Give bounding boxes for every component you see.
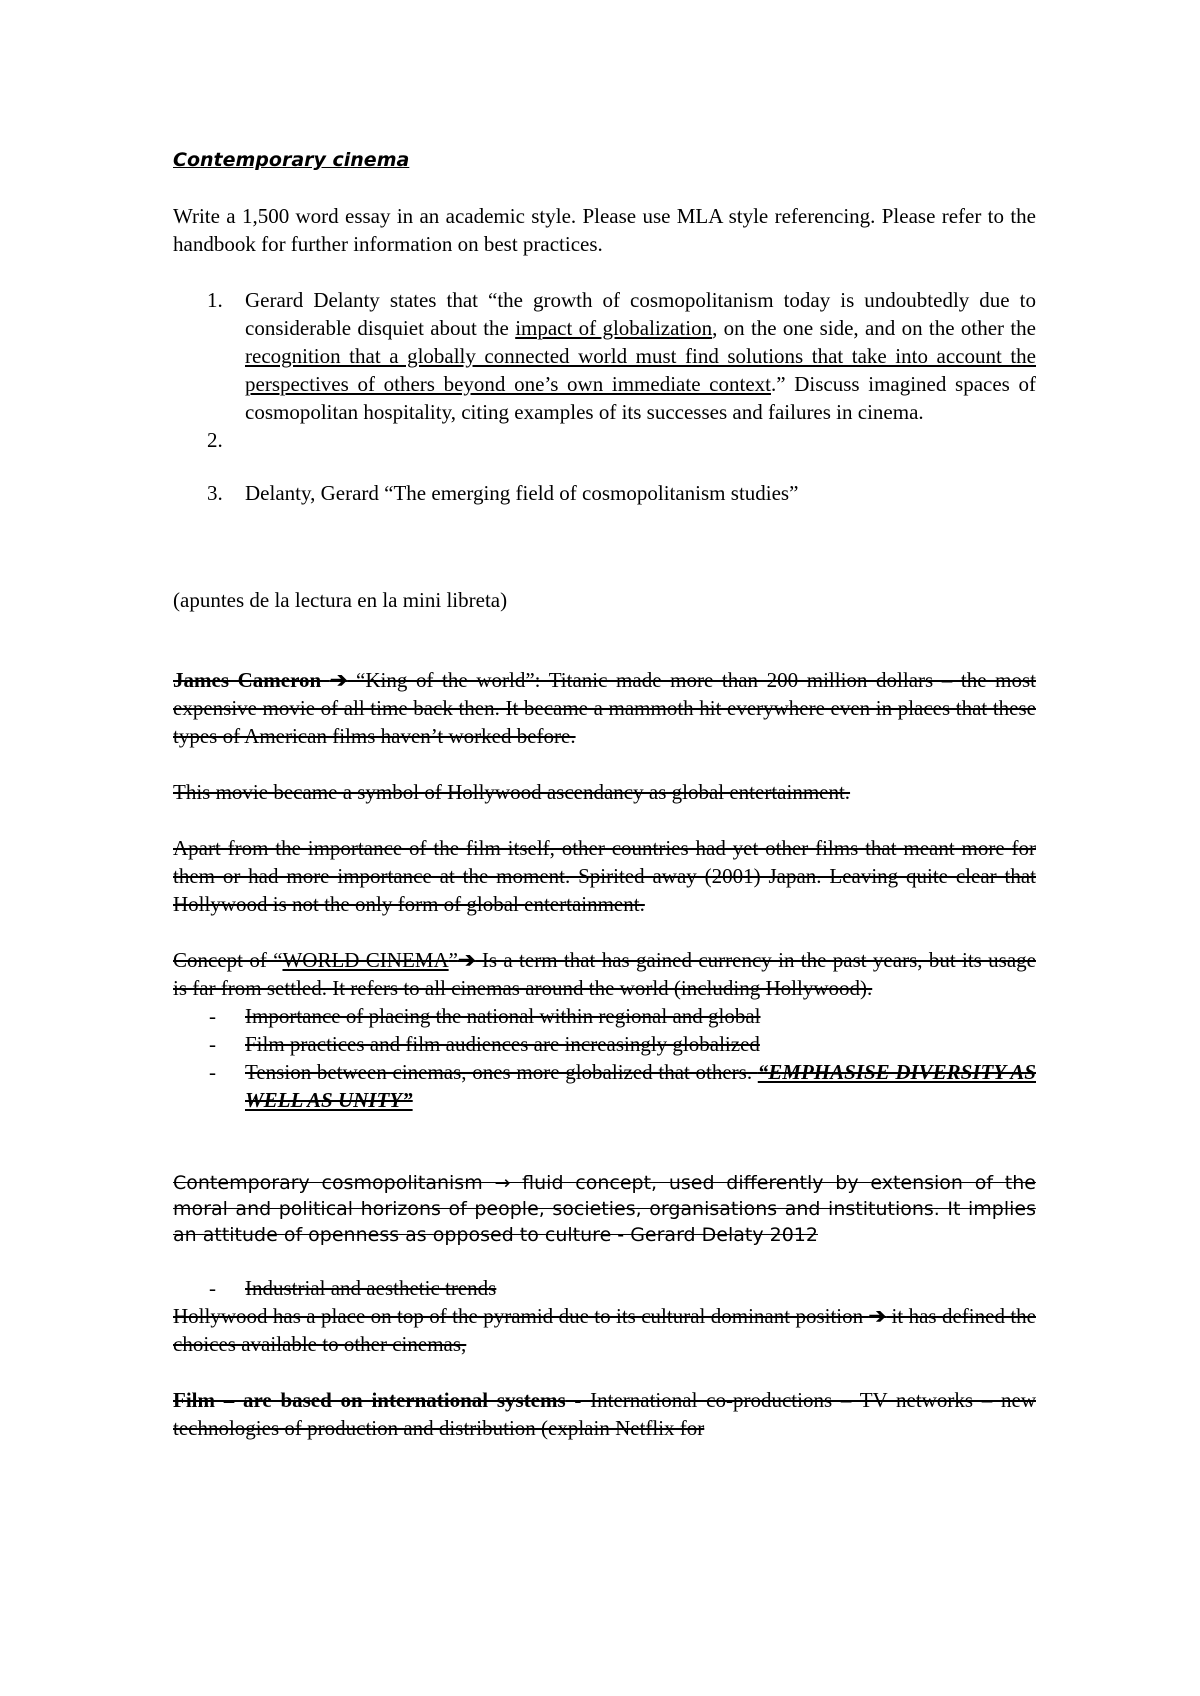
task-text: Delanty, Gerard “The emerging field of cosmopolitanism studies” <box>245 481 799 505</box>
dash-bullet: - <box>209 1004 216 1028</box>
task-number: 3. <box>207 481 223 505</box>
task-item-2 <box>173 426 1036 454</box>
dash-bullet: - <box>209 1060 216 1084</box>
task-list <box>173 286 1036 507</box>
notes-paragraph-symbol: This movie became a symbol of Hollywood ascendancy as global entertainment. <box>173 780 851 804</box>
task-item-1 <box>173 286 1036 426</box>
notes-bullet-list <box>173 1002 1036 1114</box>
task-text: Gerard Delanty states that “the growth of cosmopolitanism today is undoubtedly due to considerable disquiet about the <box>245 288 1036 340</box>
document-title: Contemporary cinema <box>173 149 410 171</box>
notes-bold-lead: James Cameron <box>173 668 330 692</box>
notes-paragraph-cosmopolitanism: Contemporary cosmopolitanism → fluid concept, used differently by extension of the moral and political horizons of people, societies, organisations and institutions. It implies an attitude of openness as opposed to culture - Gerard Delaty 2012 <box>173 1172 1036 1246</box>
notes-bullet-item: - Film practices and film audiences are increasingly globalized <box>209 1032 760 1056</box>
notes-underlined-term: WORLD CINEMA <box>282 948 449 972</box>
intro-paragraph: Write a 1,500 word essay in an academic style. Please use MLA style referencing. Please refer to the handbook for further information on best practices. <box>173 204 1036 256</box>
arrow-icon: ➔ <box>868 1304 887 1328</box>
task-text: , on the one side, and on the other the <box>712 316 1036 340</box>
notes-emphasis: “EMPHASISE DIVERSITY AS WELL AS UNITY” <box>245 1060 1036 1112</box>
notes-bold-lead: Film – are based on international systems <box>173 1388 566 1412</box>
task-text: .” Discuss imagined spaces of cosmopolitan hospitality, citing examples of its successes and failures in cinema. <box>245 372 1036 424</box>
dash-bullet: - <box>209 1276 216 1300</box>
notes-text: “King of the world”: Titanic made more than 200 million dollars – the most expensive movie of all time back then. It became a mammoth hit everywhere even in places that these types of American films haven’t worked before. <box>173 668 1037 748</box>
notes-text: ” <box>448 948 458 972</box>
notes-text: Hollywood has a place on top of the pyramid due to its cultural dominant position <box>173 1304 869 1328</box>
notes-paragraph-world-cinema <box>173 946 1036 1002</box>
notes-paragraph-film-systems <box>173 1386 1036 1442</box>
document-body <box>173 146 1036 1442</box>
arrow-icon: ➔ <box>457 948 476 972</box>
notes-paragraph-other-countries: Apart from the importance of the film itself, other countries had yet other films that meant more for them or had more importance at the moment. Spirited away (2001) Japan. Leaving quite clear that Hollywood is not the only form of global entertainment. <box>173 836 1036 916</box>
notes-text: Concept of “ <box>173 948 283 972</box>
reading-note: (apuntes de la lectura en la mini libreta) <box>173 588 508 612</box>
notes-text: it has defined the choices available to other cinemas, <box>173 1304 1036 1356</box>
dash-bullet: - <box>209 1032 216 1056</box>
notes-text: Is a term that has gained currency in the past years, but its usage is far from settled. It refers to all cinemas around the world (including Hollywood). <box>173 948 1036 1000</box>
notes-bullet-item: - Industrial and aesthetic trends <box>209 1276 497 1300</box>
task-item-3 <box>173 479 1036 507</box>
task-underlined-phrase: impact of globalization <box>515 316 713 340</box>
task-number: 1. <box>207 288 223 312</box>
notes-bullet-item: - Tension between cinemas, ones more globalized that others. “EMPHASISE DIVERSITY AS WELL AS UNITY” <box>209 1060 1036 1112</box>
notes-bullet-item: - Importance of placing the national within regional and global <box>209 1004 761 1028</box>
notes-text: - International co-productions – TV networks – new technologies of production and distribution (explain Netflix for <box>173 1388 1036 1440</box>
arrow-icon: ➔ <box>329 668 348 692</box>
task-underlined-phrase: recognition that a globally connected world must find solutions that take into account the perspectives of others beyond one’s own immediate context <box>245 344 1036 396</box>
task-number: 2. <box>207 428 223 452</box>
notes-paragraph-cameron <box>173 666 1036 750</box>
notes-bullet-list-2 <box>173 1274 1036 1302</box>
notes-paragraph-hollywood-pyramid <box>173 1302 1036 1358</box>
